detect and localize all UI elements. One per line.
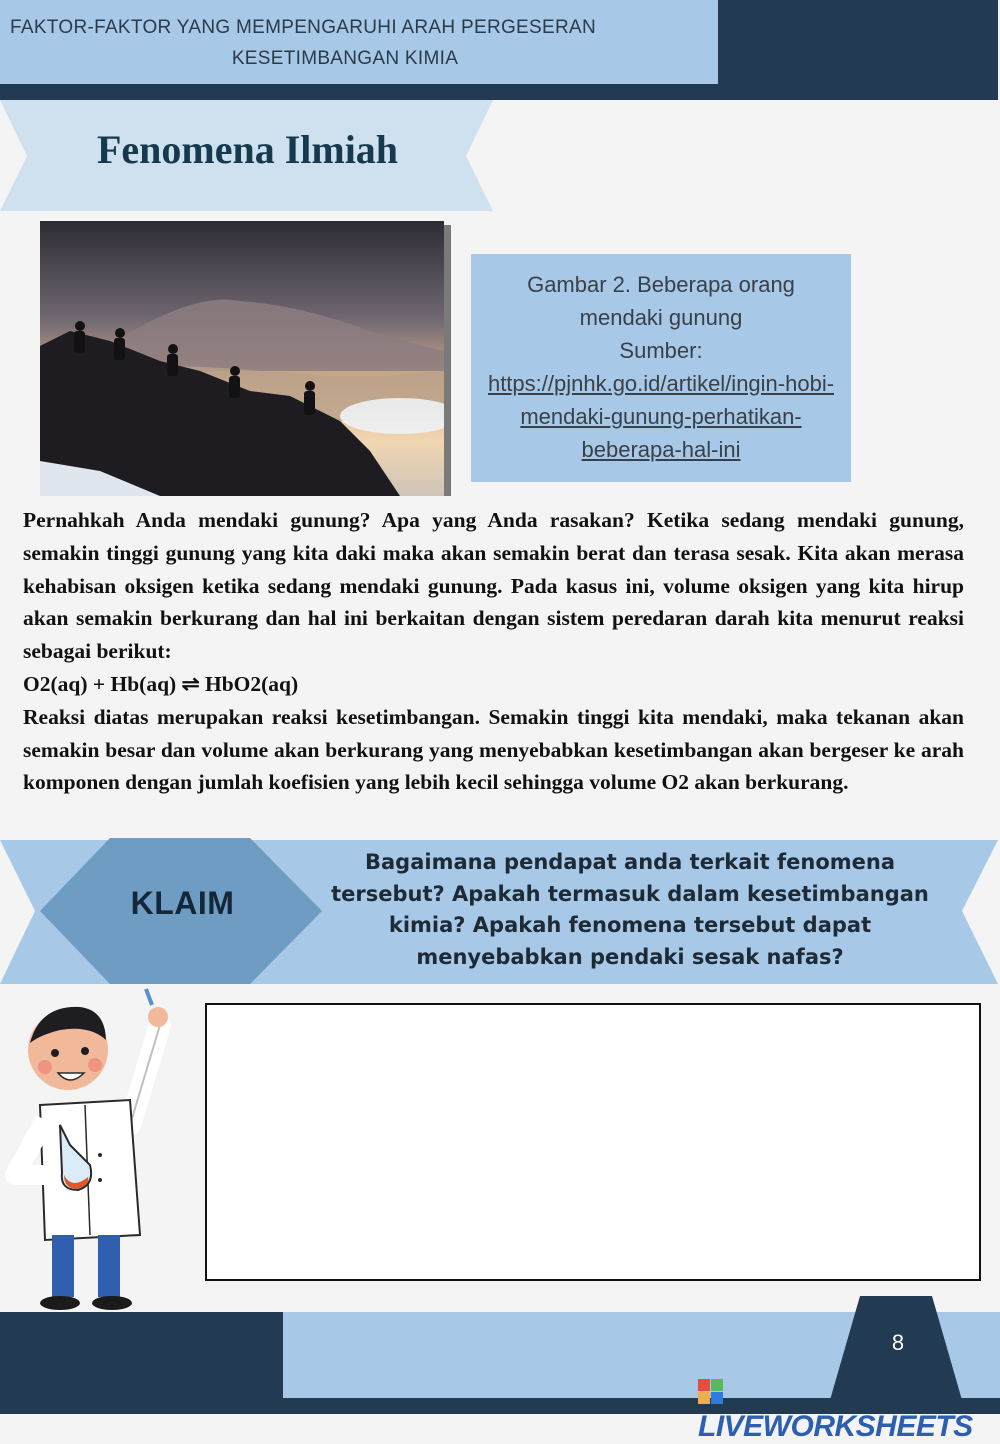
source-label: Sumber: bbox=[619, 338, 703, 363]
klaim-answer-box[interactable] bbox=[205, 1003, 981, 1281]
reaction-equation: O2(aq) + Hb(aq) ⇌ HbO2(aq) bbox=[23, 671, 299, 696]
scientist-illustration bbox=[0, 985, 200, 1315]
source-link-line3[interactable]: beberapa-hal-ini bbox=[581, 437, 741, 462]
liveworksheets-logo-icon bbox=[698, 1379, 724, 1405]
source-link-line1[interactable]: https://pjnhk.go.id/artikel/ingin-hobi- bbox=[487, 371, 835, 396]
body-paragraph-2: Reaksi diatas merupakan reaksi kesetimbangan. Semakin tinggi kita mendaki, maka tekanan akan semakin besar dan volume akan berkurang yang menyebabkan kesetimbangan akan bergeser ke arah komponen dengan jumlah koefisien yang lebih kecil sehingga volume O2 akan berkurang. bbox=[23, 704, 964, 795]
page-number: 8 bbox=[891, 1330, 905, 1355]
caption-line1: Gambar 2. Beberapa orang bbox=[527, 272, 795, 297]
mountain-hikers-photo bbox=[40, 221, 444, 496]
source-link-line2[interactable]: mendaki-gunung-perhatikan- bbox=[520, 404, 802, 429]
header-title-line2: KESETIMBANGAN KIMIA bbox=[231, 48, 459, 69]
watermark-text: LIVEWORKSHEETS bbox=[698, 1410, 973, 1443]
body-text bbox=[23, 504, 964, 799]
figure-caption bbox=[471, 254, 851, 482]
header-title bbox=[0, 12, 690, 74]
klaim-question: Bagaimana pendapat anda terkait fenomena tersebut? Apakah termasuk dalam kesetimbangan kimia? Apakah fenomena tersebut dapat menyebabkan pendaki sesak nafas? bbox=[331, 850, 929, 969]
body-paragraph-1: Pernahkah Anda mendaki gunung? Apa yang Anda rasakan? Ketika sedang mendaki gunung, semakin tinggi gunung yang kita daki maka akan semakin berat dan terasa sesak. Kita akan merasa kehabisan oksigen ketika sedang mendaki gunung. Pada kasus ini, volume oksigen yang kita hirup akan semakin berkurang dan hal ini berkaitan dengan sistem peredaran darah kita menurut reaksi sebagai berikut: bbox=[23, 508, 964, 664]
section-title: Fenomena Ilmiah bbox=[96, 127, 399, 172]
liveworksheets-watermark bbox=[698, 1376, 1000, 1444]
header-title-line1: FAKTOR-FAKTOR YANG MEMPENGARUHI ARAH PERGESERAN bbox=[10, 17, 596, 38]
photo-shadow bbox=[444, 225, 451, 496]
caption-line2: mendaki gunung bbox=[579, 305, 743, 330]
klaim-label: KLAIM bbox=[130, 885, 235, 921]
